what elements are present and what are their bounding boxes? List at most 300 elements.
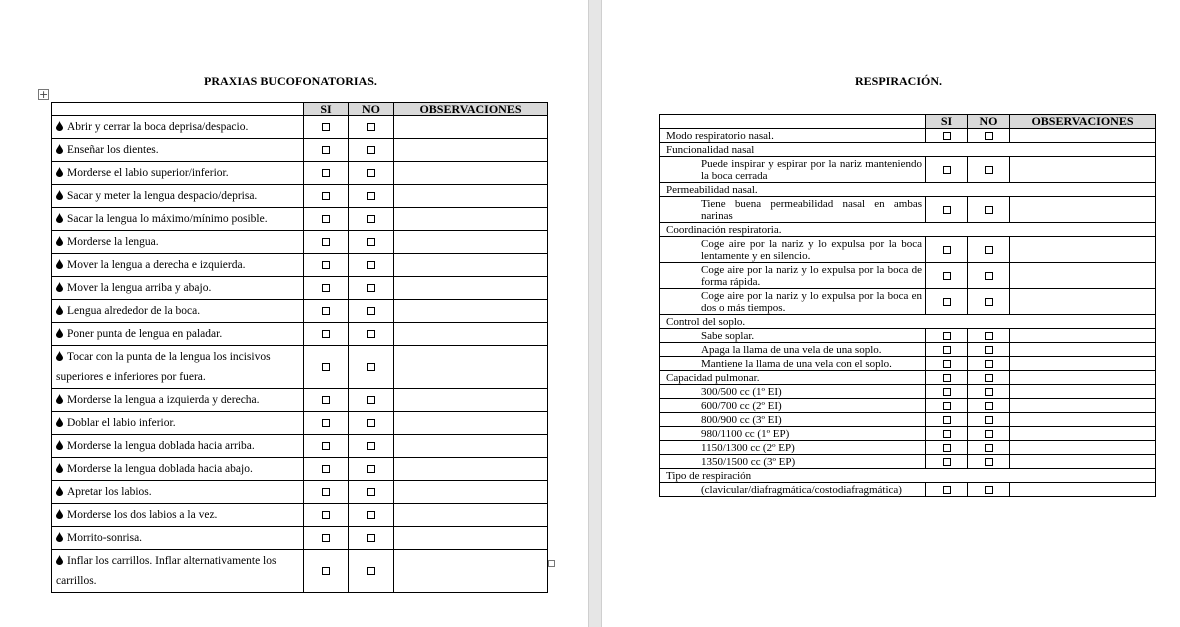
respiracion-row xyxy=(660,427,1156,441)
drop-bullet-icon xyxy=(56,305,63,315)
respiracion-row xyxy=(660,385,1156,399)
si-checkbox[interactable] xyxy=(322,169,330,177)
no-cell xyxy=(349,208,394,231)
si-cell xyxy=(304,208,349,231)
no-checkbox[interactable] xyxy=(985,132,993,140)
si-cell xyxy=(304,504,349,527)
respiracion-item-label: Tiene buena permeabilidad nasal en ambas narinas xyxy=(660,197,926,223)
drop-bullet-icon xyxy=(56,121,63,131)
si-checkbox[interactable] xyxy=(322,534,330,542)
praxias-row xyxy=(52,435,548,458)
respiracion-row xyxy=(660,197,1156,223)
si-checkbox[interactable] xyxy=(943,272,951,280)
no-cell xyxy=(968,289,1010,315)
respiracion-row xyxy=(660,483,1156,497)
praxias-item-cell xyxy=(52,389,304,412)
no-checkbox[interactable] xyxy=(367,330,375,338)
observaciones-cell[interactable] xyxy=(394,346,548,389)
no-checkbox[interactable] xyxy=(985,430,993,438)
praxias-item-label: Morderse la lengua a izquierda y derecha. xyxy=(67,394,260,406)
no-checkbox[interactable] xyxy=(985,416,993,424)
praxias-row xyxy=(52,277,548,300)
praxias-item-label: Doblar el labio inferior. xyxy=(67,417,176,429)
praxias-row xyxy=(52,300,548,323)
observaciones-cell[interactable] xyxy=(394,254,548,277)
si-cell xyxy=(304,389,349,412)
praxias-item-cell xyxy=(52,208,304,231)
drop-bullet-icon xyxy=(56,259,63,269)
praxias-row xyxy=(52,208,548,231)
observaciones-cell[interactable] xyxy=(1010,357,1156,371)
observaciones-cell[interactable] xyxy=(394,277,548,300)
praxias-item-cell xyxy=(52,116,304,139)
table-resize-handle[interactable] xyxy=(548,560,555,567)
no-cell xyxy=(349,116,394,139)
praxias-row xyxy=(52,323,548,346)
observaciones-cell[interactable] xyxy=(394,389,548,412)
respiracion-table xyxy=(659,114,1156,497)
praxias-item-cell xyxy=(52,139,304,162)
praxias-item-label: Morrito-sonrisa. xyxy=(67,532,143,544)
respiracion-item-label: Mantiene la llama de una vela con el soplo. xyxy=(660,357,926,371)
header-blank-cell xyxy=(660,115,926,129)
praxias-row xyxy=(52,116,548,139)
si-cell xyxy=(926,157,968,183)
respiracion-section-row xyxy=(660,469,1156,483)
observaciones-cell[interactable] xyxy=(394,231,548,254)
si-cell xyxy=(926,455,968,469)
section-heading: Permeabilidad nasal. xyxy=(660,183,1156,197)
si-cell xyxy=(304,550,349,593)
no-checkbox[interactable] xyxy=(367,215,375,223)
drop-bullet-icon xyxy=(56,236,63,246)
drop-bullet-icon xyxy=(56,440,63,450)
no-cell xyxy=(349,231,394,254)
no-checkbox[interactable] xyxy=(985,332,993,340)
praxias-item-label: Inflar los carrillos. Inflar alternativamente los carrillos. xyxy=(56,555,277,587)
praxias-header-row xyxy=(52,103,548,116)
respiracion-item-label: Coge aire por la nariz y lo expulsa por la boca en dos o más tiempos. xyxy=(660,289,926,315)
no-cell xyxy=(968,237,1010,263)
si-cell xyxy=(926,483,968,497)
respiracion-header-row xyxy=(660,115,1156,129)
no-cell xyxy=(968,343,1010,357)
praxias-item-label: Apretar los labios. xyxy=(67,486,152,498)
si-checkbox[interactable] xyxy=(943,246,951,254)
praxias-item-label: Sacar y meter la lengua despacio/deprisa. xyxy=(67,190,258,202)
no-cell xyxy=(968,483,1010,497)
drop-bullet-icon xyxy=(56,190,63,200)
observaciones-cell[interactable] xyxy=(1010,237,1156,263)
praxias-item-label: Mover la lengua a derecha e izquierda. xyxy=(67,259,246,271)
praxias-item-cell xyxy=(52,162,304,185)
observaciones-cell[interactable] xyxy=(394,323,548,346)
si-cell xyxy=(926,427,968,441)
praxias-row xyxy=(52,504,548,527)
no-cell xyxy=(349,277,394,300)
si-checkbox[interactable] xyxy=(943,374,951,382)
si-checkbox[interactable] xyxy=(943,360,951,368)
respiracion-item-label: 300/500 cc (1º EI) xyxy=(660,385,926,399)
no-cell xyxy=(349,346,394,389)
praxias-item-cell xyxy=(52,323,304,346)
no-checkbox[interactable] xyxy=(985,166,993,174)
si-checkbox[interactable] xyxy=(943,132,951,140)
header-no: NO xyxy=(349,103,394,116)
praxias-item-label: Lengua alrededor de la boca. xyxy=(67,305,201,317)
praxias-item-cell xyxy=(52,527,304,550)
drop-bullet-icon xyxy=(56,144,63,154)
drop-bullet-icon xyxy=(56,417,63,427)
respiracion-row xyxy=(660,343,1156,357)
no-checkbox[interactable] xyxy=(985,206,993,214)
observaciones-cell[interactable] xyxy=(1010,427,1156,441)
no-checkbox[interactable] xyxy=(367,363,375,371)
observaciones-cell[interactable] xyxy=(394,504,548,527)
section-heading: Coordinación respiratoria. xyxy=(660,223,1156,237)
si-cell xyxy=(926,357,968,371)
si-checkbox[interactable] xyxy=(943,206,951,214)
respiracion-item-label: Puede inspirar y espirar por la nariz manteniendo la boca cerrada xyxy=(660,157,926,183)
observaciones-cell[interactable] xyxy=(394,412,548,435)
si-cell xyxy=(304,346,349,389)
respiracion-row xyxy=(660,441,1156,455)
drop-bullet-icon xyxy=(56,213,63,223)
observaciones-cell[interactable] xyxy=(1010,263,1156,289)
drop-bullet-icon xyxy=(56,282,63,292)
praxias-item-label: Morderse el labio superior/inferior. xyxy=(67,167,229,179)
no-cell xyxy=(349,389,394,412)
no-cell xyxy=(349,254,394,277)
observaciones-cell[interactable] xyxy=(1010,455,1156,469)
observaciones-cell[interactable] xyxy=(394,435,548,458)
si-checkbox[interactable] xyxy=(943,388,951,396)
respiracion-item-label: 800/900 cc (3º EI) xyxy=(660,413,926,427)
praxias-item-label: Morderse los dos labios a la vez. xyxy=(67,509,218,521)
no-checkbox[interactable] xyxy=(367,534,375,542)
no-cell xyxy=(968,441,1010,455)
si-checkbox[interactable] xyxy=(322,567,330,575)
praxias-item-cell xyxy=(52,185,304,208)
si-checkbox[interactable] xyxy=(322,465,330,473)
respiracion-row xyxy=(660,157,1156,183)
respiracion-section-row xyxy=(660,315,1156,329)
praxias-row xyxy=(52,481,548,504)
no-checkbox[interactable] xyxy=(367,465,375,473)
respiracion-item-label: 1350/1500 cc (3º EP) xyxy=(660,455,926,469)
header-no: NO xyxy=(968,115,1010,129)
si-checkbox[interactable] xyxy=(943,430,951,438)
respiracion-item-label: Coge aire por la nariz y lo expulsa por la boca lentamente y en silencio. xyxy=(660,237,926,263)
no-cell xyxy=(349,458,394,481)
no-checkbox[interactable] xyxy=(367,123,375,131)
respiracion-row xyxy=(660,371,1156,385)
si-cell xyxy=(926,289,968,315)
si-cell xyxy=(304,116,349,139)
no-cell xyxy=(968,413,1010,427)
si-checkbox[interactable] xyxy=(322,261,330,269)
respiracion-item-label: Coge aire por la nariz y lo expulsa por la boca de forma rápida. xyxy=(660,263,926,289)
no-checkbox[interactable] xyxy=(367,511,375,519)
si-cell xyxy=(304,481,349,504)
praxias-item-cell xyxy=(52,550,304,593)
si-checkbox[interactable] xyxy=(943,444,951,452)
praxias-item-label: Morderse la lengua doblada hacia arriba. xyxy=(67,440,255,452)
praxias-row xyxy=(52,527,548,550)
no-checkbox[interactable] xyxy=(985,272,993,280)
observaciones-cell[interactable] xyxy=(1010,371,1156,385)
observaciones-cell[interactable] xyxy=(394,139,548,162)
respiracion-item-label: 1150/1300 cc (2º EP) xyxy=(660,441,926,455)
si-checkbox[interactable] xyxy=(322,215,330,223)
observaciones-cell[interactable] xyxy=(394,208,548,231)
no-checkbox[interactable] xyxy=(367,567,375,575)
si-cell xyxy=(926,441,968,455)
observaciones-cell[interactable] xyxy=(1010,399,1156,413)
si-checkbox[interactable] xyxy=(322,284,330,292)
no-checkbox[interactable] xyxy=(985,444,993,452)
observaciones-cell[interactable] xyxy=(1010,329,1156,343)
respiracion-row xyxy=(660,399,1156,413)
praxias-row xyxy=(52,458,548,481)
no-cell xyxy=(968,399,1010,413)
si-checkbox[interactable] xyxy=(322,238,330,246)
respiracion-row xyxy=(660,263,1156,289)
observaciones-cell[interactable] xyxy=(394,527,548,550)
praxias-item-label: Morderse la lengua doblada hacia abajo. xyxy=(67,463,253,475)
respiracion-section-row xyxy=(660,183,1156,197)
respiracion-section-row xyxy=(660,143,1156,157)
praxias-row xyxy=(52,389,548,412)
drop-bullet-icon xyxy=(56,328,63,338)
praxias-item-cell xyxy=(52,458,304,481)
praxias-item-cell xyxy=(52,346,304,389)
observaciones-cell[interactable] xyxy=(1010,129,1156,143)
praxias-item-cell xyxy=(52,277,304,300)
respiracion-item-label: 600/700 cc (2º EI) xyxy=(660,399,926,413)
observaciones-cell[interactable] xyxy=(394,116,548,139)
no-checkbox[interactable] xyxy=(985,388,993,396)
si-cell xyxy=(304,323,349,346)
observaciones-cell[interactable] xyxy=(394,185,548,208)
si-checkbox[interactable] xyxy=(322,442,330,450)
si-cell xyxy=(926,329,968,343)
no-checkbox[interactable] xyxy=(367,396,375,404)
no-checkbox[interactable] xyxy=(985,360,993,368)
si-checkbox[interactable] xyxy=(943,402,951,410)
no-cell xyxy=(968,329,1010,343)
no-checkbox[interactable] xyxy=(367,307,375,315)
si-checkbox[interactable] xyxy=(943,166,951,174)
drop-bullet-icon xyxy=(56,394,63,404)
no-checkbox[interactable] xyxy=(985,374,993,382)
respiracion-title: RESPIRACIÓN. xyxy=(855,74,943,88)
praxias-item-label: Abrir y cerrar la boca deprisa/despacio. xyxy=(67,121,249,133)
no-checkbox[interactable] xyxy=(367,442,375,450)
no-checkbox[interactable] xyxy=(985,402,993,410)
praxias-item-cell xyxy=(52,435,304,458)
si-checkbox[interactable] xyxy=(943,416,951,424)
praxias-row xyxy=(52,346,548,389)
si-cell xyxy=(926,263,968,289)
observaciones-cell[interactable] xyxy=(1010,483,1156,497)
no-cell xyxy=(968,357,1010,371)
no-checkbox[interactable] xyxy=(985,246,993,254)
no-cell xyxy=(349,527,394,550)
no-cell xyxy=(349,162,394,185)
no-checkbox[interactable] xyxy=(985,346,993,354)
no-checkbox[interactable] xyxy=(985,486,993,494)
praxias-item-label: Enseñar los dientes. xyxy=(67,144,159,156)
no-cell xyxy=(349,481,394,504)
si-checkbox[interactable] xyxy=(322,146,330,154)
si-cell xyxy=(304,277,349,300)
respiracion-row xyxy=(660,357,1156,371)
si-cell xyxy=(926,197,968,223)
observaciones-cell[interactable] xyxy=(1010,441,1156,455)
praxias-item-cell xyxy=(52,504,304,527)
no-checkbox[interactable] xyxy=(367,284,375,292)
si-checkbox[interactable] xyxy=(322,488,330,496)
respiracion-item-label: 980/1100 cc (1º EP) xyxy=(660,427,926,441)
praxias-item-label: Sacar la lengua lo máximo/mínimo posible. xyxy=(67,213,268,225)
drop-bullet-icon xyxy=(56,509,63,519)
no-cell xyxy=(968,371,1010,385)
si-cell xyxy=(304,527,349,550)
si-cell xyxy=(304,185,349,208)
si-checkbox[interactable] xyxy=(322,307,330,315)
no-cell xyxy=(349,435,394,458)
no-cell xyxy=(968,427,1010,441)
drop-bullet-icon xyxy=(56,532,63,542)
praxias-title: PRAXIAS BUCOFONATORIAS. xyxy=(204,74,377,88)
respiracion-item-label: (clavicular/diafragmática/costodiafragmática) xyxy=(660,483,926,497)
no-checkbox[interactable] xyxy=(367,146,375,154)
no-cell xyxy=(968,263,1010,289)
praxias-row xyxy=(52,254,548,277)
si-cell xyxy=(926,129,968,143)
respiracion-item-label: Capacidad pulmonar. xyxy=(660,371,926,385)
no-cell xyxy=(349,139,394,162)
no-cell xyxy=(349,185,394,208)
observaciones-cell[interactable] xyxy=(394,458,548,481)
section-heading: Tipo de respiración xyxy=(660,469,1156,483)
observaciones-cell[interactable] xyxy=(1010,385,1156,399)
praxias-item-cell xyxy=(52,231,304,254)
praxias-item-label: Tocar con la punta de la lengua los incisivos superiores e inferiores por fuera. xyxy=(56,351,271,383)
no-cell xyxy=(968,129,1010,143)
observaciones-cell[interactable] xyxy=(1010,197,1156,223)
praxias-item-cell xyxy=(52,481,304,504)
no-checkbox[interactable] xyxy=(367,169,375,177)
praxias-row xyxy=(52,139,548,162)
si-checkbox[interactable] xyxy=(322,330,330,338)
si-checkbox[interactable] xyxy=(322,419,330,427)
page-gutter xyxy=(588,0,602,627)
si-cell xyxy=(304,231,349,254)
no-cell xyxy=(349,412,394,435)
observaciones-cell[interactable] xyxy=(394,162,548,185)
respiracion-row xyxy=(660,455,1156,469)
si-cell xyxy=(926,371,968,385)
praxias-item-cell xyxy=(52,300,304,323)
si-cell xyxy=(304,254,349,277)
si-cell xyxy=(304,139,349,162)
section-heading: Funcionalidad nasal xyxy=(660,143,1156,157)
no-checkbox[interactable] xyxy=(985,458,993,466)
si-checkbox[interactable] xyxy=(322,511,330,519)
observaciones-cell[interactable] xyxy=(1010,343,1156,357)
drop-bullet-icon xyxy=(56,351,63,361)
si-cell xyxy=(926,385,968,399)
si-cell xyxy=(304,300,349,323)
praxias-row xyxy=(52,185,548,208)
si-checkbox[interactable] xyxy=(943,458,951,466)
respiracion-row xyxy=(660,237,1156,263)
no-checkbox[interactable] xyxy=(367,261,375,269)
no-checkbox[interactable] xyxy=(367,488,375,496)
no-checkbox[interactable] xyxy=(985,298,993,306)
praxias-item-label: Poner punta de lengua en paladar. xyxy=(67,328,223,340)
praxias-item-label: Mover la lengua arriba y abajo. xyxy=(67,282,212,294)
no-checkbox[interactable] xyxy=(367,238,375,246)
si-checkbox[interactable] xyxy=(322,396,330,404)
no-cell xyxy=(968,455,1010,469)
observaciones-cell[interactable] xyxy=(1010,413,1156,427)
si-checkbox[interactable] xyxy=(322,123,330,131)
si-checkbox[interactable] xyxy=(322,363,330,371)
no-cell xyxy=(349,323,394,346)
observaciones-cell[interactable] xyxy=(394,481,548,504)
header-si: SI xyxy=(304,103,349,116)
no-checkbox[interactable] xyxy=(367,419,375,427)
no-checkbox[interactable] xyxy=(367,192,375,200)
section-heading: Control del soplo. xyxy=(660,315,1156,329)
respiracion-item-label: Modo respiratorio nasal. xyxy=(660,129,926,143)
observaciones-cell[interactable] xyxy=(394,550,548,593)
si-cell xyxy=(304,458,349,481)
no-cell xyxy=(968,157,1010,183)
si-cell xyxy=(926,413,968,427)
si-checkbox[interactable] xyxy=(943,332,951,340)
no-cell xyxy=(349,550,394,593)
si-checkbox[interactable] xyxy=(943,298,951,306)
praxias-item-cell xyxy=(52,254,304,277)
drop-bullet-icon xyxy=(56,463,63,473)
respiracion-item-label: Sabe soplar. xyxy=(660,329,926,343)
no-cell xyxy=(349,300,394,323)
observaciones-cell[interactable] xyxy=(394,300,548,323)
praxias-item-cell xyxy=(52,412,304,435)
observaciones-cell[interactable] xyxy=(1010,157,1156,183)
si-cell xyxy=(926,343,968,357)
no-cell xyxy=(349,504,394,527)
table-move-handle-icon[interactable]: + xyxy=(39,88,49,101)
header-observaciones: OBSERVACIONES xyxy=(394,103,548,116)
praxias-row xyxy=(52,231,548,254)
si-checkbox[interactable] xyxy=(943,346,951,354)
si-cell xyxy=(304,435,349,458)
si-checkbox[interactable] xyxy=(322,192,330,200)
praxias-row xyxy=(52,412,548,435)
si-cell xyxy=(304,412,349,435)
respiracion-row xyxy=(660,129,1156,143)
si-cell xyxy=(926,399,968,413)
drop-bullet-icon xyxy=(56,167,63,177)
si-checkbox[interactable] xyxy=(943,486,951,494)
observaciones-cell[interactable] xyxy=(1010,289,1156,315)
drop-bullet-icon xyxy=(56,486,63,496)
